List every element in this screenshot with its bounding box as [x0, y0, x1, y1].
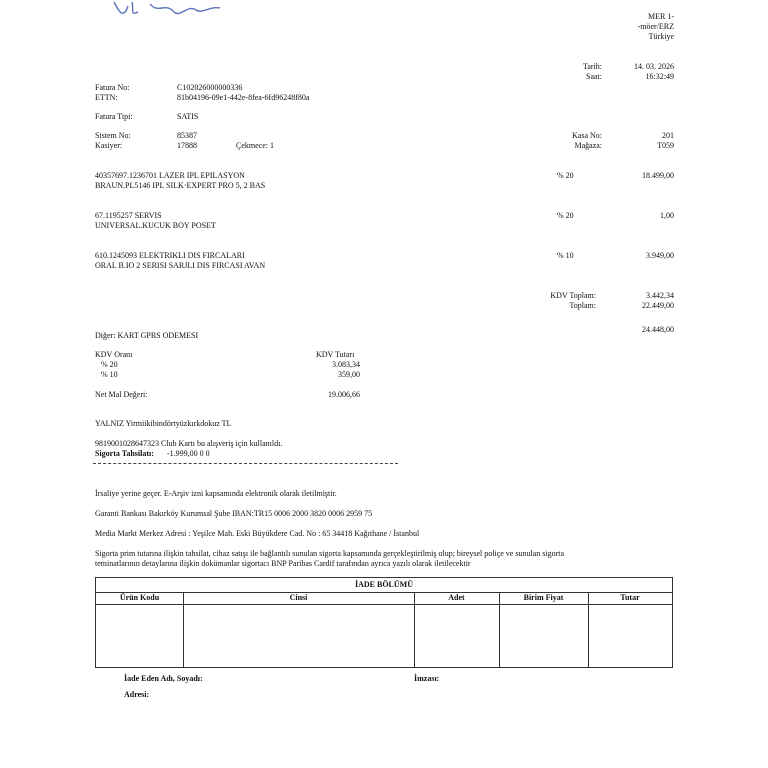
imza-label: İmzası:	[414, 674, 440, 683]
iade-eden-label: İade Eden Adı, Soyadı:	[124, 674, 203, 683]
ettn: 81b04196-09e1-442e-8fea-6fd96248f80a	[177, 93, 310, 102]
kasiyer-label: Kasiyer:	[95, 141, 123, 150]
item-line: 67.1195257 SERVIS	[95, 211, 162, 220]
kdv-toplam-label: KDV Toplam:	[550, 291, 596, 300]
column-divider	[588, 592, 589, 667]
net-mal-value: 19.006,66	[328, 390, 360, 399]
sistem-no-label: Sistem No:	[95, 131, 131, 140]
ettn-label: ETTN:	[95, 93, 118, 102]
bank-info: Garanti Bankası Bakırköy Kurumsal Şube IBAN:TR15 0006 2000 3820 0006 2959 75	[95, 509, 373, 518]
item-amount: 3.949,00	[646, 251, 674, 260]
amount-in-words: YALNIZ Yirmiikibindörtyüzkırkdokuz TL	[95, 419, 232, 428]
store-line1: MER 1-	[648, 12, 674, 21]
fatura-no: C102026000000336	[177, 83, 243, 92]
net-mal-label: Net Mal Değeri:	[95, 390, 148, 399]
club-card-note: 9819001028647323 Club Kartı bu alışveriş için kullanıldı.	[95, 439, 283, 448]
hq-address: Media Markt Merkez Adresi : Yeşilce Mah. Eski Büyükdere Cad. No : 65 34418 Kağıthane / İstanbul	[95, 529, 420, 538]
return-section-table	[95, 577, 673, 668]
fatura-tipi-label: Fatura Tipi:	[95, 112, 133, 121]
insurance-note: Sigorta prim tutarına ilişkin tahsilat, cihaz satışı ile bağlantılı sunulan sigorta kapsamında gerçekleştirilmiş olup; bireysel poliçe ve sunulan sigorta	[95, 549, 565, 558]
time-label: Saat:	[586, 72, 602, 81]
col-tutar: Tutar	[620, 593, 640, 602]
date-label: Tarih:	[583, 62, 602, 71]
kdv-oran: % 20	[101, 360, 118, 369]
kasa-no-label: Kasa No:	[572, 131, 602, 140]
item-vat: % 20	[557, 211, 574, 220]
item-line: 610.1245093 ELEKTRIKLI DIS FIRCALARI	[95, 251, 245, 260]
dashed-divider	[93, 463, 398, 464]
item-vat: % 10	[557, 251, 574, 260]
column-divider	[183, 592, 184, 667]
sistem-no: 85387	[177, 131, 197, 140]
toplam-label: Toplam:	[569, 301, 596, 310]
fatura-tipi: SATIS	[177, 112, 199, 121]
irsaliye-note: İrsaliye yerine geçer. E-Arşiv izni kapsamında elektronik olarak iletilmiştir.	[95, 489, 337, 498]
insurance-note: teminatlarının detaylarına ilişkin dokümanlar sigortacı BNP Paribas Cardif tarafından ayrıca yazılı olarak iletilecektir	[95, 559, 471, 568]
store-country: Türkiye	[648, 32, 674, 41]
column-divider	[499, 592, 500, 667]
item-amount: 18.499,00	[642, 171, 674, 180]
signature-scribble	[110, 0, 230, 22]
item-vat: % 20	[557, 171, 574, 180]
col-urun-kodu: Ürün Kodu	[119, 593, 160, 602]
kdv-oran: % 10	[101, 370, 118, 379]
date-value: 14. 03. 2026	[634, 62, 674, 71]
kdv-tutar-header: KDV Tutarı	[316, 350, 355, 359]
time-value: 16:32:49	[645, 72, 674, 81]
magaza: T059	[657, 141, 674, 150]
kdv-tutar: 359,00	[338, 370, 360, 379]
sigorta-label: Sigorta Tahsilatı:	[95, 449, 154, 458]
item-line: BRAUN.PL5146 IPL SILK·EXPERT PRO 5, 2 BAS	[95, 181, 266, 190]
kasiyer: 17888	[177, 141, 197, 150]
grand-total: 24.448,00	[642, 325, 674, 334]
toplam: 22.449,00	[642, 301, 674, 310]
col-adet: Adet	[448, 593, 465, 602]
item-line: ORAL B.IO 2 SERISI SARJLI DIS FIRCASI AVAN	[95, 261, 266, 270]
sigorta-value: -1.999,00 0 0	[167, 449, 210, 458]
column-divider	[414, 592, 415, 667]
item-line: 40357697.1236701 LAZER IPL EPILASYON	[95, 171, 245, 180]
return-section-title: İADE BÖLÜMÜ	[96, 578, 672, 593]
kdv-oran-header: KDV Oranı	[95, 350, 133, 359]
kasa-no: 201	[662, 131, 674, 140]
kdv-tutar: 3.083,34	[332, 360, 360, 369]
item-amount: 1,00	[660, 211, 674, 220]
adres-label: Adresi:	[124, 690, 150, 699]
magaza-label: Mağaza:	[574, 141, 602, 150]
fatura-no-label: Fatura No:	[95, 83, 130, 92]
kdv-toplam: 3.442,34	[646, 291, 674, 300]
col-birim-fiyat: Birim Fiyat	[523, 593, 564, 602]
payment-method: Diğer: KART GPRS ODEMESI	[95, 331, 199, 340]
store-line2: -möer/ERZ	[637, 22, 674, 31]
cekmece: Çekmece: 1	[236, 141, 274, 150]
item-line: UNIVERSAL.KUCUK BOY POSET	[95, 221, 216, 230]
col-cinsi: Cinsi	[289, 593, 308, 602]
